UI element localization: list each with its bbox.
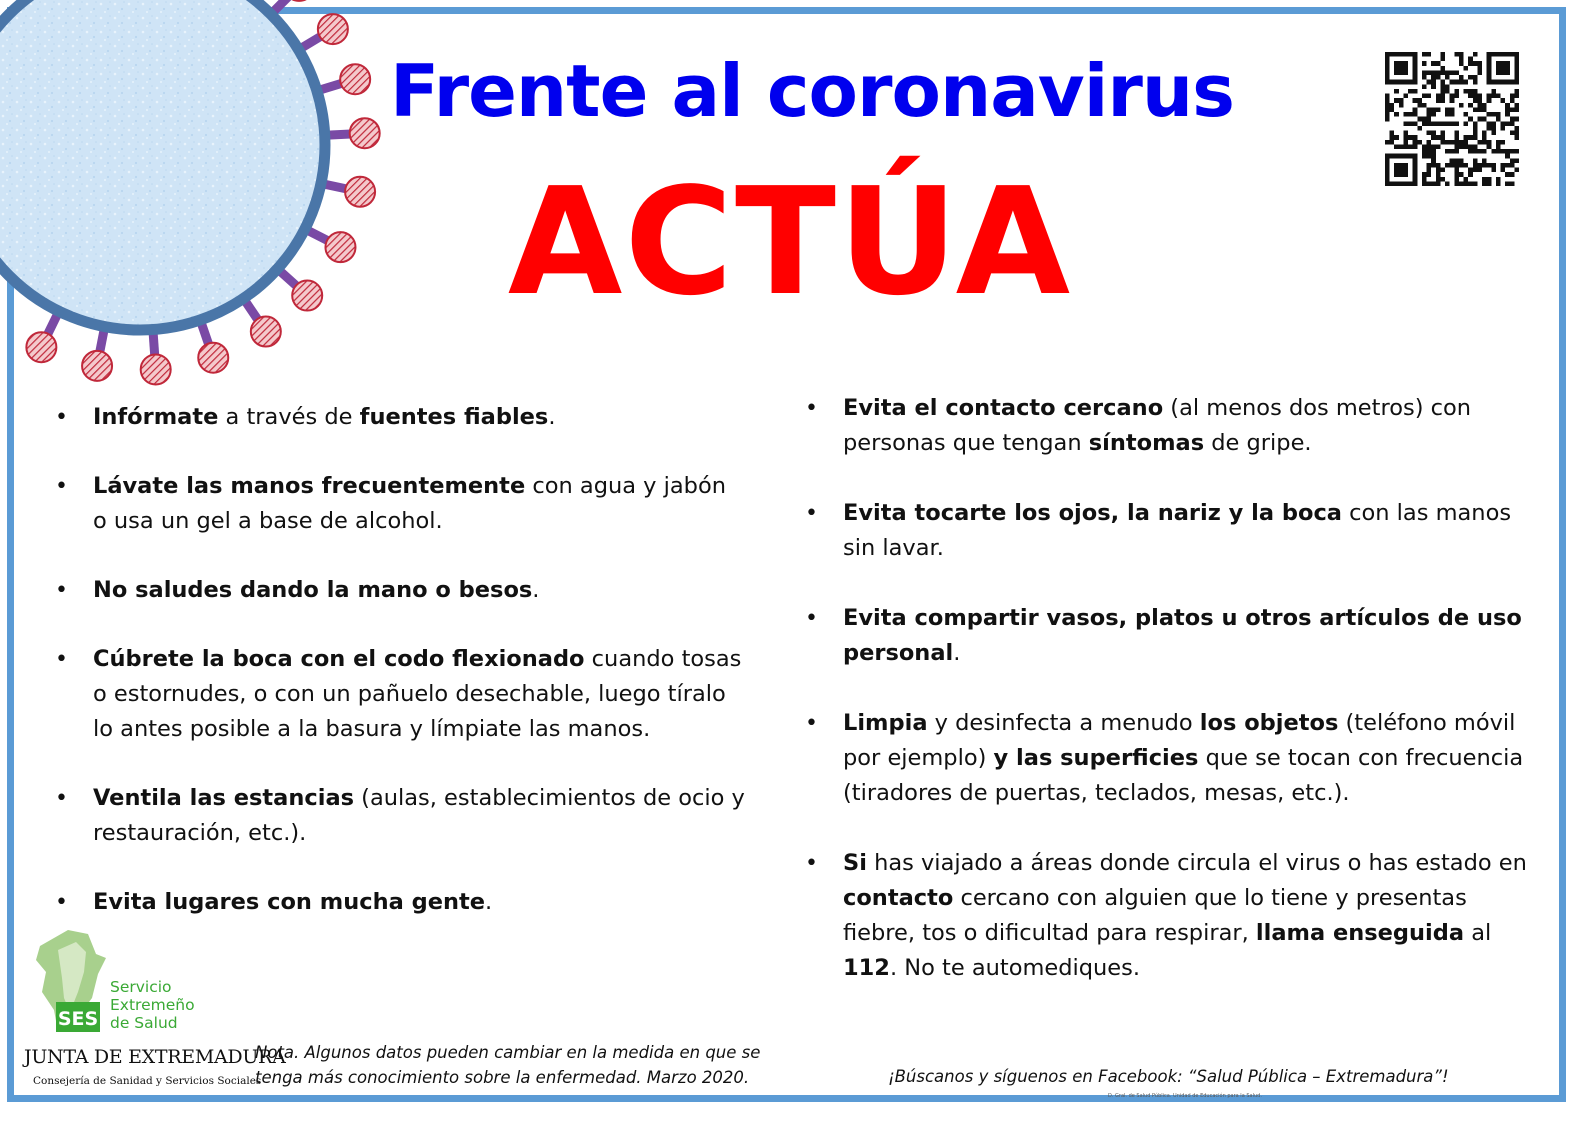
- ses-badge-text: SES: [57, 1008, 99, 1030]
- tips-list-right: [805, 391, 1540, 986]
- tip-item: [805, 496, 1540, 566]
- tip-item: [55, 573, 745, 608]
- coronavirus-illustration-icon: [0, 0, 400, 400]
- tip-emphasis: y las superficies: [993, 745, 1199, 771]
- ses-line-1: Servicio: [110, 978, 172, 996]
- tip-text: cercano con alguien que lo tiene y presentas fiebre, tos o dificultad para respirar,: [843, 885, 1467, 946]
- consejeria-label: Consejería de Sanidad y Servicios Sociales: [33, 1075, 262, 1087]
- tip-text: (al menos dos metros) con personas que tengan: [843, 395, 1472, 456]
- tip-emphasis: Limpia: [843, 710, 928, 736]
- tip-emphasis: Evita lugares con mucha gente: [93, 889, 486, 915]
- virus-spike-tip: [318, 14, 348, 44]
- qr-code-icon[interactable]: [1385, 52, 1519, 186]
- tip-text: cuando tosas o estornudes, o con un pañuelo desechable, luego tíralo lo antes posible a la basura y límpiate las manos.: [93, 646, 742, 742]
- tip-emphasis: Evita tocarte los ojos, la nariz y la boca: [843, 500, 1342, 526]
- tip-text: .: [548, 404, 556, 430]
- tip-item: [805, 601, 1540, 671]
- ses-line-3: de Salud: [110, 1014, 178, 1032]
- ses-line-2: Extremeño: [110, 996, 195, 1014]
- tip-text: al: [1464, 920, 1492, 946]
- tip-text: .: [485, 889, 493, 915]
- virus-spike-tip: [251, 317, 281, 347]
- tip-text: .: [532, 577, 540, 603]
- virus-spike-tip: [292, 281, 322, 311]
- tip-emphasis: los objetos: [1199, 710, 1339, 736]
- virus-spike-tip: [141, 354, 171, 384]
- virus-spike-tip: [26, 332, 56, 362]
- tips-list-left: [55, 400, 745, 920]
- tip-item: [55, 469, 745, 539]
- tip-text: (aulas, establecimientos de ocio y restauración, etc.).: [93, 785, 745, 846]
- tip-item: [805, 391, 1540, 461]
- tip-text: .: [953, 640, 961, 666]
- tip-item: [55, 400, 745, 435]
- virus-spike-tip: [340, 64, 370, 94]
- tip-emphasis: Infórmate: [93, 404, 219, 430]
- headline-actua: ACTÚA: [507, 156, 1073, 328]
- tip-item: [55, 781, 745, 851]
- tip-emphasis: Cúbrete la boca con el codo flexionado: [93, 646, 585, 672]
- tip-item: [55, 642, 745, 747]
- ses-name: [110, 978, 230, 1032]
- junta-extremadura-label: JUNTA DE EXTREMADURA: [24, 1046, 286, 1068]
- tip-text: y desinfecta a menudo: [927, 710, 1200, 736]
- tip-emphasis: No saludes dando la mano o besos: [93, 577, 533, 603]
- tip-emphasis: Evita el contacto cercano: [843, 395, 1164, 421]
- credit-line: D. Gral. de Salud Pública. Unidad de Educación para la Salud.: [1108, 1093, 1262, 1099]
- tip-text: . No te automediques.: [889, 955, 1141, 981]
- tip-text: a través de: [218, 404, 360, 430]
- virus-spike-tip: [345, 177, 375, 207]
- tip-text: que se tocan con frecuencia (tiradores de puertas, teclados, mesas, etc.).: [843, 745, 1524, 806]
- tip-text: (teléfono móvil por ejemplo): [843, 710, 1516, 771]
- virus-spike-tip: [82, 351, 112, 381]
- footer-note: Nota. Algunos datos pueden cambiar en la medida en que se tenga más conocimiento sobre la enfermedad. Marzo 2020.: [255, 1043, 761, 1087]
- tip-emphasis: fuentes fiables: [359, 404, 549, 430]
- tip-emphasis: Ventila las estancias: [93, 785, 355, 811]
- virus-spike-tip: [198, 343, 228, 373]
- page-title: Frente al coronavirus: [390, 49, 1235, 133]
- tip-emphasis: llama enseguida: [1255, 920, 1465, 946]
- tip-text: con agua y jabón o usa un gel a base de alcohol.: [93, 473, 726, 534]
- tip-emphasis: Si: [843, 850, 867, 876]
- tip-emphasis: 112: [843, 955, 890, 981]
- tip-item: [55, 885, 745, 920]
- tip-emphasis: Evita compartir vasos, platos u otros artículos de uso personal: [843, 605, 1522, 666]
- tip-item: [805, 846, 1540, 986]
- virus-spike-tip: [350, 118, 380, 148]
- tip-emphasis: contacto: [843, 885, 954, 911]
- tip-emphasis: Lávate las manos frecuentemente: [93, 473, 526, 499]
- tip-text: de gripe.: [1204, 430, 1312, 456]
- virus-spike-tip: [325, 232, 355, 262]
- tip-emphasis: síntomas: [1088, 430, 1205, 456]
- tip-text: has viajado a áreas donde circula el virus o has estado en: [866, 850, 1527, 876]
- tip-text: con las manos sin lavar.: [843, 500, 1512, 561]
- facebook-note: ¡Búscanos y síguenos en Facebook: “Salud Pública – Extremadura”!: [888, 1067, 1449, 1086]
- tip-item: [805, 706, 1540, 811]
- virus-body: [0, 0, 325, 330]
